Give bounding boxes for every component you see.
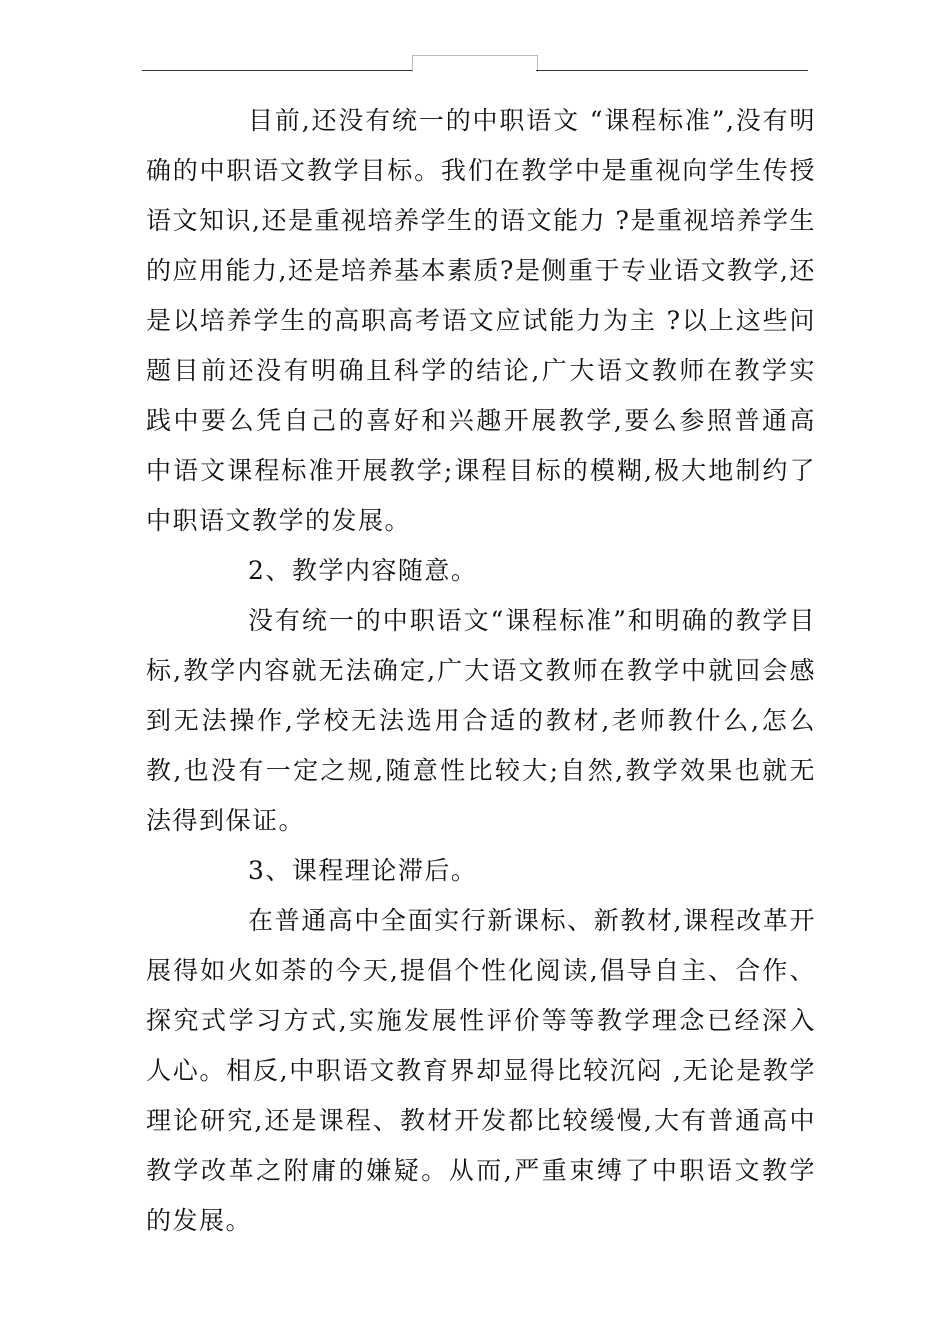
heading-teaching-content: 2、教学内容随意。 [248, 556, 478, 585]
header-rule-left [142, 70, 412, 71]
heading-course-theory: 3、课程理论滞后。 [248, 856, 478, 885]
header-tab [412, 55, 538, 72]
paragraph-teaching-content: 没有统一的中职语文“课程标准”和明确的教学目标,教学内容就无法确定,广大语文教师在教学中就回会感到无法操作,学校无法选用合适的教材,老师教什么,怎么教,也没有一定之规,随意性比较大;自然,教学效果也就无法得到保证。 [146, 606, 816, 835]
paragraph-course-standard: 目前,还没有统一的中职语文 “课程标准”,没有明确的中职语文教学目标。我们在教学中是重视向学生传授语文知识,还是重视培养学生的语文能力 ?是重视培养学生的应用能力,还是培养基本素质?是侧重于专业语文教学,还是以培养学生的高职高考语文应试能力为主 ?以上这些问题目前还没有明确且科学的结论,广大语文教师在教学实践中要么凭自己的喜好和兴趣开展教学,要么参照普通高中语文课程标准开展教学;课程目标的模糊,极大地制约了中职语文教学的发展。 [146, 106, 816, 535]
header-rule-right [536, 70, 808, 71]
document-body [146, 96, 816, 1246]
paragraph-course-theory: 在普通高中全面实行新课标、新教材,课程改革开展得如火如荼的今天,提倡个性化阅读,倡导自主、合作、探究式学习方式,实施发展性评价等等教学理念已经深入人心。相反,中职语文教育界却显得比较沉闷 ,无论是教学理论研究,还是课程、教材开发都比较缓慢,大有普通高中教学改革之附庸的嫌疑。从而,严重束缚了中职语文教学的发展。 [146, 906, 816, 1235]
